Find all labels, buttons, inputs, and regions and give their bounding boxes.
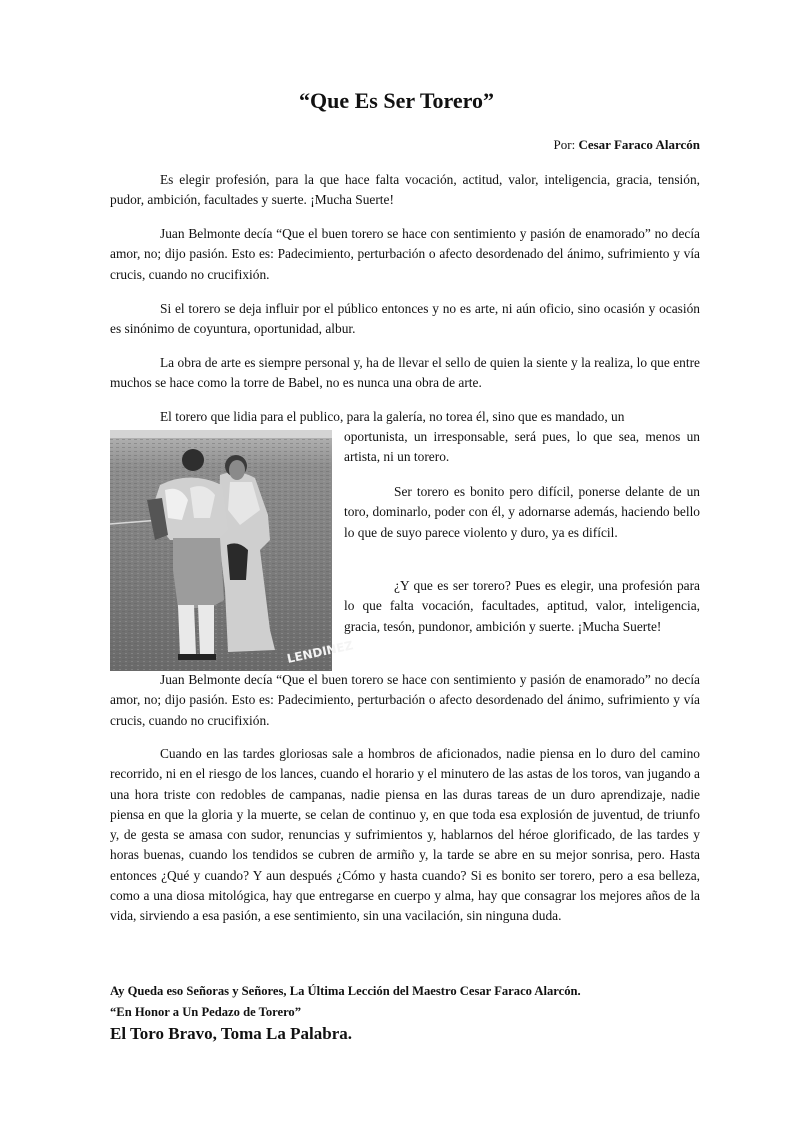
byline-prefix: Por: — [553, 137, 576, 152]
byline — [554, 137, 700, 153]
body-paragraph-8 — [344, 576, 700, 637]
bullfighters-photo — [110, 430, 355, 671]
closing-line-2: “En Honor a Un Pedazo de Torero” — [110, 1005, 302, 1019]
body-paragraph-4 — [110, 353, 700, 394]
paragraph-text: Juan Belmonte decía “Que el buen torero se hace con sentimiento y pasión de enamorado” no decía amor, no; dijo pasión. Esto es: Padecimiento, perturbación o afecto desordenado del ánimo, sufrimiento y vía crucis, cuando no crucifixión. — [110, 672, 700, 728]
photo-watermark: LENDINEZ — [285, 638, 355, 666]
byline-author: Cesar Faraco Alarcón — [578, 137, 700, 152]
paragraph-text: ¿Y que es ser torero? Pues es elegir, una profesión para lo que falta vocación, facultades, aptitud, valor, inteligencia, gracia, tesón, pundonor, ambición y suerte. ¡Mucha Suerte! — [344, 578, 700, 634]
paragraph-text: El torero que lidia para el publico, para la galería, no torea él, sino que es mandado, un — [160, 409, 625, 424]
body-paragraph-1 — [110, 170, 700, 211]
body-paragraph-2 — [110, 224, 700, 285]
body-paragraph-7 — [344, 482, 700, 543]
body-paragraph-5 — [110, 407, 700, 427]
body-paragraph-9 — [110, 670, 700, 731]
paragraph-text: oportunista, un irresponsable, será pues, lo que sea, menos un artista, ni un torero. — [344, 429, 700, 465]
photo-image — [110, 430, 355, 671]
paragraph-text: Es elegir profesión, para la que hace falta vocación, actitud, valor, inteligencia, gracia, tensión, pudor, ambición, facultades y suerte. ¡Mucha Suerte! — [110, 172, 700, 208]
paragraph-text: La obra de arte es siempre personal y, ha de llevar el sello de quien la siente y la realiza, lo que entre muchos se hace como la torre de Babel, no es nunca una obra de arte. — [110, 355, 700, 391]
body-paragraph-3 — [110, 299, 700, 340]
paragraph-text: Juan Belmonte decía “Que el buen torero se hace con sentimiento y pasión de enamorado” no decía amor, no; dijo pasión. Esto es: Padecimiento, perturbación o afecto desordenado del ánimo, sufrimiento y vía crucis, cuando no crucifixión. — [110, 226, 700, 282]
closing-headline: El Toro Bravo, Toma La Palabra. — [110, 1024, 352, 1043]
document-title: “Que Es Ser Torero” — [299, 88, 494, 113]
body-paragraph-10 — [110, 744, 700, 927]
paragraph-text: Si el torero se deja influir por el público entonces y no es arte, ni aún oficio, sino ocasión y ocasión es sinónimo de coyuntura, oportunidad, albur. — [110, 301, 700, 337]
paragraph-text: Ser torero es bonito pero difícil, ponerse delante de un toro, dominarlo, poder con él, y adornarse además, haciendo bello lo que de suyo parece violento y duro, ya es difícil. — [344, 484, 700, 540]
closing-line-1: Ay Queda eso Señoras y Señores, La Última Lección del Maestro Cesar Faraco Alarcón. — [110, 984, 581, 998]
body-paragraph-6 — [344, 427, 700, 468]
paragraph-text: Cuando en las tardes gloriosas sale a hombros de aficionados, nadie piensa en lo duro del camino recorrido, ni en el riesgo de los lances, cuando el horario y el minutero de las astas de los toros, van jugando a una hora triste con redobles de campanas, nadie piensa en las duras tareas de un duro aprendizaje, nadie piensa en que la gloria y la muerte, se celan de continuo y, en que toda esa explosión de juventud, de triunfo y, de gesta se amasa con sudor, renuncias y sufrimientos y, hablarnos del héroe glorificado, de las tardes y horas buenas, cuando los tendidos se cubren de armiño y, la tarde se abre en su mejor sonrisa, pero. Hasta entonces ¿Qué y cuando? Y aun después ¿Cómo y hasta cuando? Si es bonito ser torero, pero a esa belleza, como a una diosa mitológica, hay que entregarse en cuerpo y alma, hay que consagrar los mejores años de la vida, sirviendo a esa pasión, a ese sentimiento, sin una vacilación, sin ninguna duda. — [110, 746, 700, 924]
